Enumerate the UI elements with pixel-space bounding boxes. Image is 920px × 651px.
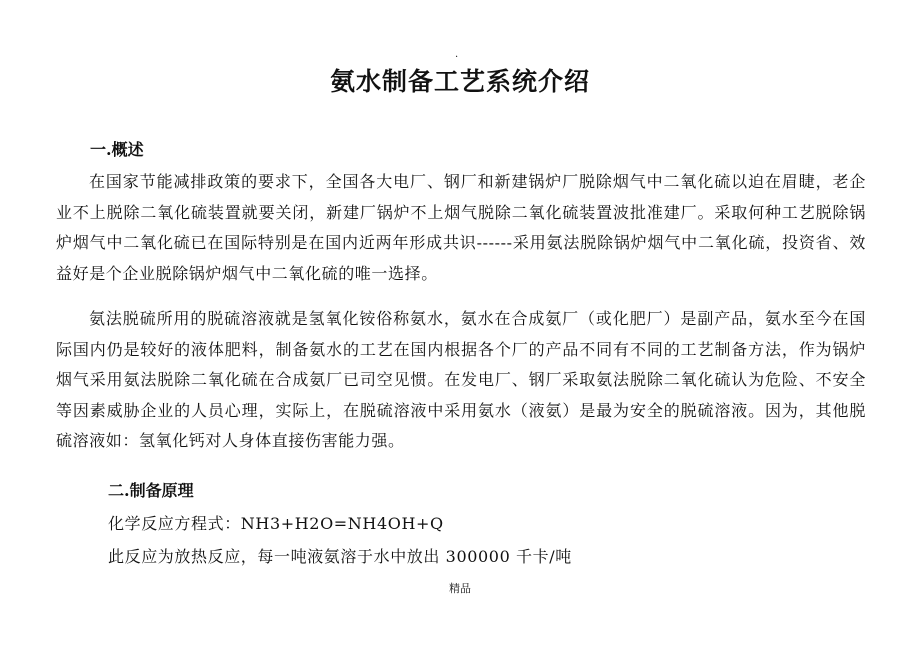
- section-heading-principle: 二.制备原理: [108, 481, 194, 500]
- reaction-heat-line: 此反应为放热反应，每一吨液氨溶于水中放出 300000 千卡/吨: [108, 547, 572, 566]
- section-heading-overview: 一.概述: [90, 140, 144, 159]
- overview-paragraph-2: 氨法脱硫所用的脱硫溶液就是氢氧化铵俗称氨水，氨水在合成氨厂（或化肥厂）是副产品，氨水至今在国际国内仍是较好的液体肥料，制备氨水的工艺在国内根据各个厂的产品不同有不同的工艺制备方法，作为锅炉烟气采用氨法脱除二氧化硫在合成氨厂已司空见惯。在发电厂、钢厂采取氨法脱除二氧化硫认为危险、不安全等因素威胁企业的人员心理，实际上，在脱硫溶液中采用氨水（液氨）是最为安全的脱硫溶液。因为，其他脱硫溶液如：氢氧化钙对人身体直接伤害能力强。: [56, 309, 866, 450]
- page-footer: 精品: [449, 582, 471, 595]
- overview-paragraph-1: 在国家节能减排政策的要求下，全国各大电厂、钢厂和新建锅炉厂脱除烟气中二氧化硫以迫在眉睫，老企业不上脱除二氧化硫装置就要关闭，新建厂锅炉不上烟气脱除二氧化硫装置波批准建厂。采取何种工艺脱除锅炉烟气中二氧化硫已在国际特别是在国内近两年形成共识------采用氨法脱除锅炉烟气中二氧化硫，投资省、效益好是个企业脱除锅炉烟气中二氧化硫的唯一选择。: [56, 172, 866, 283]
- document-title: 氨水制备工艺系统介绍: [329, 67, 590, 96]
- chemical-equation-line: 化学反应方程式：NH3+H2O=NH4OH+Q: [108, 514, 444, 533]
- header-mark: .: [455, 49, 459, 60]
